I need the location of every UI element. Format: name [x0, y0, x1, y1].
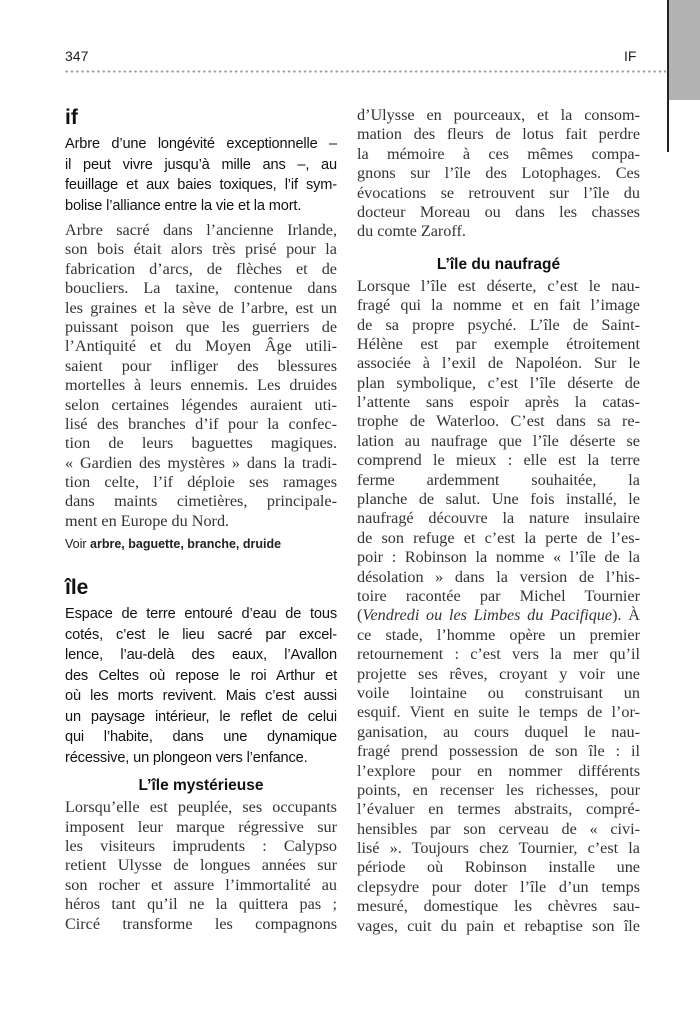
text-line: Espace de terre entouré d’eau de tous	[65, 606, 337, 623]
page-number: 347	[65, 48, 89, 64]
text-line: période où Robinson installe une	[357, 858, 640, 877]
text-line: associée à l’exil de Napoléon. Sur le	[357, 354, 640, 373]
text-line: trophe de Waterloo. C’est dans sa re-	[357, 412, 640, 431]
text-line: cotés, c’est le lieu sacré par excel-	[65, 626, 337, 643]
section-title-ile-du-naufrage: L’île du naufragé	[436, 255, 561, 273]
text-line: du comte Zaroff.	[357, 222, 466, 241]
text-line: Circé transforme les compagnons	[65, 914, 337, 933]
text-line: évocations se retrouvent sur l’île du	[357, 183, 640, 202]
text-line: retournement : c’est vers la mer qu’il	[357, 645, 640, 664]
text-line: d’Ulysse en pourceaux, et la consom-	[357, 106, 640, 124]
see-also-links: arbre, baguette, branche, druide	[90, 537, 282, 552]
text-line: tion de leurs baguettes magiques.	[65, 434, 337, 453]
text-line: Lorsqu’elle est peuplée, ses occupants	[65, 798, 337, 817]
text-line: fabrication d’arcs, de flèches et de	[65, 259, 337, 278]
text-line: points, en recenser les richesses, pour	[357, 780, 640, 799]
text-line: feuillage et aux baies toxiques, l’if sym-	[65, 177, 337, 193]
text-line: ferme ardemment souhaitée, la	[357, 470, 640, 489]
section-title-ile-mysterieuse: L’île mystérieuse	[138, 777, 264, 795]
text-line: lisé ». Toujours chez Tournier, c’est la	[357, 839, 640, 858]
text-line: lisé des branches d’if pour la confec-	[65, 414, 337, 433]
text-line: toire racontée par Michel Tournier	[357, 586, 640, 605]
text-line: Arbre sacré dans l’ancienne Irlande,	[65, 221, 337, 239]
thumb-index-tab	[669, 0, 700, 100]
text-line: son bois était alors très prisé pour la	[65, 240, 337, 259]
text-line: désolation » dans la version de l’his-	[357, 567, 640, 586]
text-line: retient Ulysse de longues années sur	[65, 856, 337, 875]
text-line: planche de salut. Une fois installé, le	[357, 490, 640, 509]
section-ile-mysterieuse-text	[65, 798, 337, 934]
text-line: mation des fleurs de lotus fait perdre	[357, 125, 640, 144]
entry-title-ile: île	[65, 576, 89, 600]
text-line: saient pour infliger des blessures	[65, 356, 337, 375]
text-line: lence, l’au-delà des eaux, l’Avallon	[65, 647, 337, 664]
text-line: projette ses rêves, croyant y voir une	[357, 664, 640, 683]
text-line: de sa propre psyché. L’île de Saint-	[357, 315, 640, 334]
text-line: esquif. Vient en suite le temps de l’or-	[357, 703, 640, 722]
text-line: la mémoire à ces mêmes compa-	[357, 144, 640, 163]
text-line: docteur Moreau ou dans les chasses	[357, 202, 640, 221]
text-line: ment en Europe du Nord.	[65, 511, 230, 530]
text-line: l’Antiquité et du Moyen Âge utili-	[65, 337, 337, 356]
text-line: son rocher et assure l’immortalité au	[65, 875, 337, 894]
text-line: vages, cuit du pain et rebaptise son île	[357, 916, 640, 935]
text-line: « Gardien des mystères » dans la tradi-	[65, 453, 337, 472]
text-line: ce stade, l’homme opère un premier	[357, 625, 640, 644]
text-line: récessive, un plongeon vers l’enfance.	[65, 749, 308, 766]
text-line: des Celtes où repose le roi Arthur et	[65, 667, 337, 684]
text-line: ganisation, au cours duquel le nau-	[357, 722, 640, 741]
text-line: il peut vivre jusqu’à mille ans –, au	[65, 156, 337, 173]
entry-if-body	[65, 221, 337, 531]
entry-ile-intro	[65, 604, 337, 768]
entry-title-if: if	[65, 106, 78, 129]
header-divider	[64, 70, 666, 73]
see-also-label: Voir	[65, 537, 87, 552]
running-title: IF	[624, 48, 637, 64]
right-column	[357, 106, 640, 936]
text-line: (Vendredi ou les Limbes du Pacifique). À	[357, 606, 640, 625]
text-line: poir : Robinson la nomme « l’île de la	[357, 548, 640, 567]
text-line: héros tant qu’il ne la quittera pas ;	[65, 895, 337, 914]
text-line: gnons sur l’île des Lotophages. Ces	[357, 164, 640, 183]
see-also	[65, 537, 337, 551]
text-line: où les morts revivent. Mais c’est aussi	[65, 688, 337, 705]
text-line: fragé qui la nomme et en fait l’image	[357, 296, 640, 315]
text-line: l’évaluer en termes abstraits, compré-	[357, 800, 640, 819]
section-ile-mysterieuse-continued	[357, 106, 640, 242]
text-line: boucliers. La taxine, contenue dans	[65, 279, 337, 298]
text-line: Lorsque l’île est déserte, c’est le nau-	[357, 276, 640, 295]
text-line: fragé prend possession de son île : il	[357, 742, 640, 761]
text-line: Hélène est par exemple étroitement	[357, 334, 640, 353]
section-ile-du-naufrage-text	[357, 277, 640, 936]
text-line: l’explore pour en nommer différents	[357, 761, 640, 780]
text-line: l’attente sans espoir après la catas-	[357, 393, 640, 412]
text-line: Arbre d’une longévité exceptionnelle –	[65, 136, 337, 152]
text-line: tion celte, l’if déploie ses ramages	[65, 473, 337, 492]
text-line: naufragé découvre la nature insulaire	[357, 509, 640, 528]
text-line: dans maints cimetières, principale-	[65, 492, 337, 511]
text-line: un paysage intérieur, le reflet de celui	[65, 708, 337, 725]
text-line: plan symbolique, c’est l’île déserte de	[357, 373, 640, 392]
text-line: clepsydre pour doter l’île d’un temps	[357, 877, 640, 896]
text-line: qui l’habite, dans une dynamique	[65, 729, 337, 746]
text-line: mesuré, domestique les chèvres sau-	[357, 897, 640, 916]
thumb-index-line	[667, 0, 669, 152]
entry-if-intro	[65, 134, 337, 216]
text-line: hensibles par son cerveau de « civi-	[357, 819, 640, 838]
text-line: imposent leur marque régressive sur	[65, 817, 337, 836]
text-line: mortelles à leurs ennemis. Les druides	[65, 376, 337, 395]
text-line: bolise l’alliance entre la vie et la mort.	[65, 197, 302, 214]
text-line: comprend le mieux : elle est la terre	[357, 451, 640, 470]
text-line: selon certaines légendes auraient uti-	[65, 395, 337, 414]
text-line: les visiteurs imprudents : Calypso	[65, 837, 337, 856]
text-line: les graines et la sève de l’arbre, est un	[65, 298, 337, 317]
text-line: lation au naufrage que l’île déserte se	[357, 431, 640, 450]
left-column	[65, 103, 337, 934]
text-line: puissant poison que les guerriers de	[65, 317, 337, 336]
text-line: voile lointaine ou construisant un	[357, 683, 640, 702]
text-line: de son refuge et c’est la perte de l’es-	[357, 528, 640, 547]
